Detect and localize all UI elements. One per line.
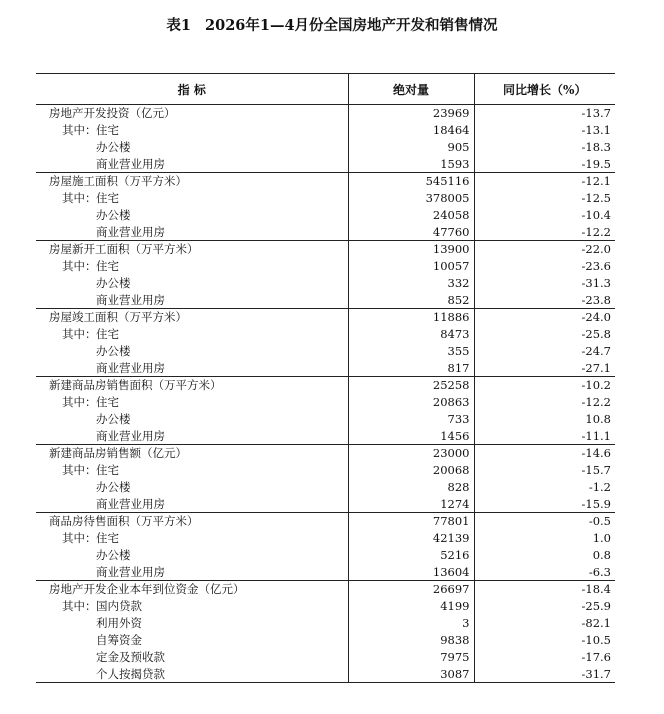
growth-value-cell: 1.0 <box>474 530 615 547</box>
indicator-label: 商品房待售面积（万平方米） <box>49 514 199 529</box>
indicator-cell <box>36 513 348 530</box>
table-row <box>36 445 615 462</box>
indicator-cell <box>36 632 348 649</box>
absolute-value-cell: 20863 <box>348 394 474 411</box>
absolute-value-cell: 4199 <box>348 598 474 615</box>
growth-value-cell: -17.6 <box>474 649 615 666</box>
growth-value-cell: -31.7 <box>474 666 615 683</box>
indicator-cell <box>36 105 348 122</box>
absolute-value-cell: 11886 <box>348 309 474 326</box>
indicator-label: 商业营业用房 <box>96 428 165 443</box>
absolute-value-cell: 13900 <box>348 241 474 258</box>
indicator-cell <box>36 479 348 496</box>
absolute-value-cell: 1456 <box>348 428 474 445</box>
indicator-label: 住宅 <box>96 259 119 273</box>
indicator-label: 办公楼 <box>96 412 131 426</box>
growth-value-cell: -19.5 <box>474 156 615 173</box>
indicator-label: 商业营业用房 <box>96 360 165 375</box>
absolute-value-cell: 852 <box>348 292 474 309</box>
indicator-cell <box>36 275 348 292</box>
table-row <box>36 275 615 292</box>
table-row <box>36 105 615 122</box>
table-row <box>36 598 615 615</box>
growth-value-cell: -12.5 <box>474 190 615 207</box>
indicator-label: 商业营业用房 <box>96 292 165 307</box>
table-row <box>36 190 615 207</box>
growth-value-cell: -24.0 <box>474 309 615 326</box>
growth-value-cell: -25.8 <box>474 326 615 343</box>
absolute-value-cell: 1593 <box>348 156 474 173</box>
indicator-cell <box>36 377 348 394</box>
absolute-value-cell: 25258 <box>348 377 474 394</box>
growth-value-cell: 0.8 <box>474 547 615 564</box>
growth-value-cell: -12.1 <box>474 173 615 190</box>
table-row <box>36 394 615 411</box>
indicator-label: 利用外资 <box>96 616 142 630</box>
table-row <box>36 496 615 513</box>
growth-value-cell: -10.2 <box>474 377 615 394</box>
absolute-value-cell: 3 <box>348 615 474 632</box>
absolute-value-cell: 9838 <box>348 632 474 649</box>
absolute-value-cell: 10057 <box>348 258 474 275</box>
indicator-cell <box>36 258 348 275</box>
growth-value-cell: -11.1 <box>474 428 615 445</box>
absolute-value-cell: 378005 <box>348 190 474 207</box>
statistics-table <box>36 73 615 683</box>
absolute-value-cell: 905 <box>348 139 474 156</box>
growth-value-cell: -13.1 <box>474 122 615 139</box>
indicator-cell <box>36 615 348 632</box>
table-row <box>36 241 615 258</box>
indicator-label: 新建商品房销售额（亿元） <box>49 446 187 461</box>
indicator-cell <box>36 190 348 207</box>
row-prefix: 其中： <box>62 395 97 409</box>
indicator-label: 商业营业用房 <box>96 564 165 579</box>
growth-value-cell: 10.8 <box>474 411 615 428</box>
absolute-value-cell: 7975 <box>348 649 474 666</box>
absolute-value-cell: 77801 <box>348 513 474 530</box>
table-row <box>36 360 615 377</box>
growth-value-cell: -6.3 <box>474 564 615 581</box>
growth-value-cell: -10.5 <box>474 632 615 649</box>
indicator-cell <box>36 649 348 666</box>
indicator-label: 房地产开发企业本年到位资金（亿元） <box>49 582 245 597</box>
growth-value-cell: -18.4 <box>474 581 615 598</box>
indicator-cell <box>36 496 348 513</box>
growth-value-cell: -12.2 <box>474 394 615 411</box>
table-row <box>36 632 615 649</box>
table-row <box>36 377 615 394</box>
indicator-cell <box>36 122 348 139</box>
indicator-cell <box>36 360 348 377</box>
indicator-label: 办公楼 <box>96 344 131 358</box>
table-row <box>36 666 615 683</box>
indicator-cell <box>36 224 348 241</box>
row-prefix: 其中： <box>62 599 97 613</box>
indicator-label: 住宅 <box>96 531 119 545</box>
indicator-label: 国内贷款 <box>96 599 142 613</box>
growth-value-cell: -22.0 <box>474 241 615 258</box>
table-row <box>36 343 615 360</box>
header-indicator: 指 标 <box>36 74 348 105</box>
indicator-cell <box>36 326 348 343</box>
indicator-label: 房地产开发投资（亿元） <box>49 106 176 121</box>
table-row <box>36 292 615 309</box>
indicator-label: 定金及预收款 <box>96 650 165 664</box>
indicator-cell <box>36 666 348 683</box>
absolute-value-cell: 20068 <box>348 462 474 479</box>
absolute-value-cell: 8473 <box>348 326 474 343</box>
indicator-cell <box>36 343 348 360</box>
indicator-cell <box>36 292 348 309</box>
table-row <box>36 411 615 428</box>
indicator-cell <box>36 156 348 173</box>
row-prefix: 其中： <box>62 123 97 137</box>
indicator-label: 办公楼 <box>96 208 131 222</box>
indicator-label: 住宅 <box>96 191 119 205</box>
indicator-label: 自筹资金 <box>96 633 142 647</box>
indicator-cell <box>36 411 348 428</box>
absolute-value-cell: 1274 <box>348 496 474 513</box>
table-title <box>0 14 664 35</box>
growth-value-cell: -1.2 <box>474 479 615 496</box>
indicator-cell <box>36 207 348 224</box>
growth-value-cell: -82.1 <box>474 615 615 632</box>
table-row <box>36 139 615 156</box>
growth-value-cell: -31.3 <box>474 275 615 292</box>
indicator-label: 办公楼 <box>96 276 131 290</box>
growth-value-cell: -13.7 <box>474 105 615 122</box>
indicator-cell <box>36 173 348 190</box>
absolute-value-cell: 355 <box>348 343 474 360</box>
table-row <box>36 122 615 139</box>
growth-value-cell: -15.7 <box>474 462 615 479</box>
indicator-cell <box>36 445 348 462</box>
table-row <box>36 326 615 343</box>
row-prefix: 其中： <box>62 463 97 477</box>
indicator-label: 办公楼 <box>96 140 131 154</box>
indicator-label: 房屋新开工面积（万平方米） <box>49 242 199 257</box>
absolute-value-cell: 47760 <box>348 224 474 241</box>
absolute-value-cell: 733 <box>348 411 474 428</box>
header-absolute: 绝对量 <box>348 74 474 105</box>
absolute-value-cell: 5216 <box>348 547 474 564</box>
indicator-label: 房屋竣工面积（万平方米） <box>49 310 187 325</box>
indicator-label: 住宅 <box>96 327 119 341</box>
growth-value-cell: -24.7 <box>474 343 615 360</box>
absolute-value-cell: 545116 <box>348 173 474 190</box>
table-row <box>36 530 615 547</box>
absolute-value-cell: 26697 <box>348 581 474 598</box>
table-body <box>36 105 615 683</box>
indicator-cell <box>36 462 348 479</box>
table-row <box>36 258 615 275</box>
indicator-cell <box>36 598 348 615</box>
indicator-cell <box>36 428 348 445</box>
absolute-value-cell: 23000 <box>348 445 474 462</box>
indicator-cell <box>36 530 348 547</box>
indicator-label: 商业营业用房 <box>96 224 165 239</box>
indicator-label: 房屋施工面积（万平方米） <box>49 174 187 189</box>
indicator-label: 住宅 <box>96 463 119 477</box>
absolute-value-cell: 332 <box>348 275 474 292</box>
row-prefix: 其中： <box>62 259 97 273</box>
indicator-cell <box>36 564 348 581</box>
header-growth: 同比增长（%） <box>474 74 615 105</box>
growth-value-cell: -18.3 <box>474 139 615 156</box>
row-prefix: 其中： <box>62 327 97 341</box>
absolute-value-cell: 24058 <box>348 207 474 224</box>
table-header-row <box>36 74 615 105</box>
table-row <box>36 479 615 496</box>
table-title-text: 2026年1—4月份全国房地产开发和销售情况 <box>205 17 498 34</box>
table-row <box>36 615 615 632</box>
table-row <box>36 649 615 666</box>
table-row <box>36 309 615 326</box>
indicator-label: 办公楼 <box>96 480 131 494</box>
indicator-cell <box>36 241 348 258</box>
absolute-value-cell: 3087 <box>348 666 474 683</box>
indicator-cell <box>36 394 348 411</box>
growth-value-cell: -0.5 <box>474 513 615 530</box>
growth-value-cell: -14.6 <box>474 445 615 462</box>
table-row <box>36 547 615 564</box>
indicator-cell <box>36 547 348 564</box>
absolute-value-cell: 23969 <box>348 105 474 122</box>
table-row <box>36 564 615 581</box>
table-row <box>36 462 615 479</box>
growth-value-cell: -12.2 <box>474 224 615 241</box>
absolute-value-cell: 42139 <box>348 530 474 547</box>
growth-value-cell: -25.9 <box>474 598 615 615</box>
absolute-value-cell: 13604 <box>348 564 474 581</box>
growth-value-cell: -23.6 <box>474 258 615 275</box>
table-row <box>36 173 615 190</box>
indicator-cell <box>36 139 348 156</box>
indicator-label: 办公楼 <box>96 548 131 562</box>
growth-value-cell: -27.1 <box>474 360 615 377</box>
table-row <box>36 513 615 530</box>
indicator-label: 商业营业用房 <box>96 496 165 511</box>
indicator-label: 商业营业用房 <box>96 156 165 171</box>
indicator-label: 住宅 <box>96 395 119 409</box>
growth-value-cell: -10.4 <box>474 207 615 224</box>
indicator-cell <box>36 309 348 326</box>
indicator-label: 个人按揭贷款 <box>96 666 165 681</box>
table-number: 表1 <box>166 17 192 34</box>
row-prefix: 其中： <box>62 191 97 205</box>
table-row <box>36 156 615 173</box>
table-row <box>36 224 615 241</box>
indicator-label: 新建商品房销售面积（万平方米） <box>49 378 222 393</box>
table-row <box>36 207 615 224</box>
absolute-value-cell: 18464 <box>348 122 474 139</box>
table-row <box>36 428 615 445</box>
indicator-cell <box>36 581 348 598</box>
indicator-label: 住宅 <box>96 123 119 137</box>
row-prefix: 其中： <box>62 531 97 545</box>
growth-value-cell: -15.9 <box>474 496 615 513</box>
table-row <box>36 581 615 598</box>
growth-value-cell: -23.8 <box>474 292 615 309</box>
absolute-value-cell: 828 <box>348 479 474 496</box>
absolute-value-cell: 817 <box>348 360 474 377</box>
